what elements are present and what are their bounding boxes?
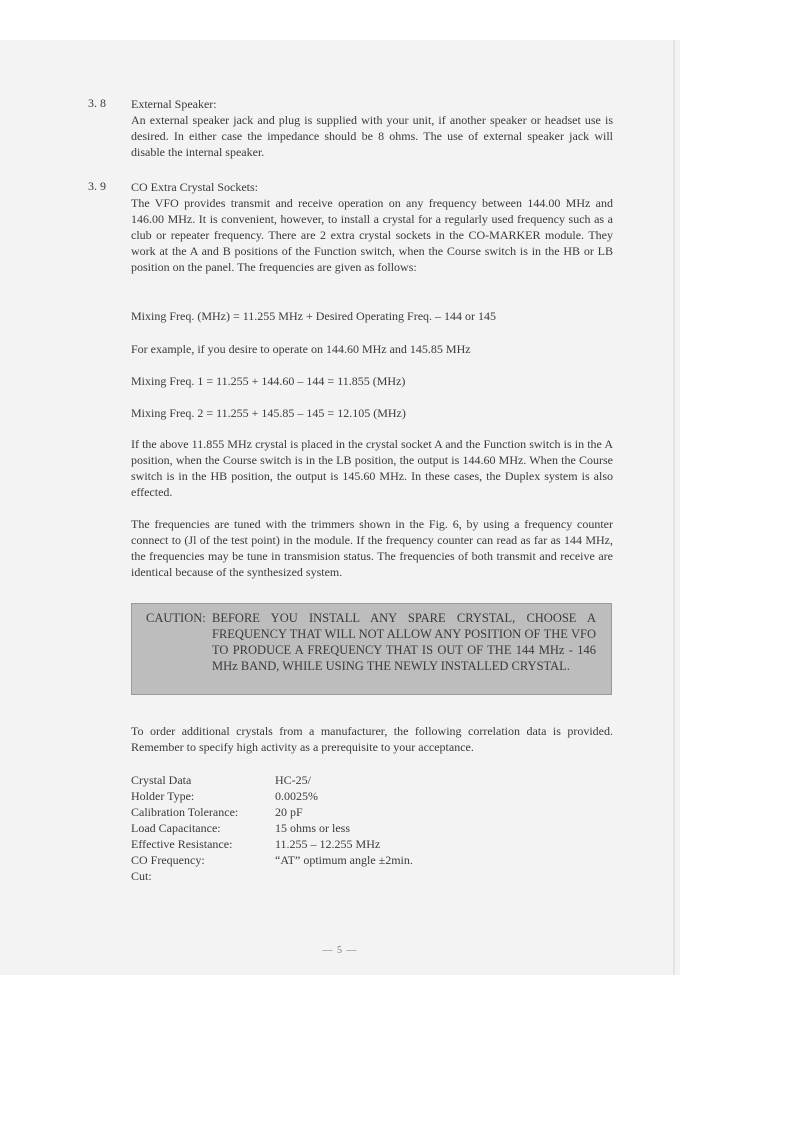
table-row [131, 788, 531, 804]
section-heading: CO Extra Crystal Sockets: [131, 180, 258, 194]
section-number: 3. 9 [88, 179, 106, 193]
row-label: Calibration Tolerance: [131, 805, 239, 819]
page-number: — 5 — [322, 945, 358, 956]
row-label: Load Capacitance: [131, 821, 221, 835]
crystal-data-table [131, 772, 531, 884]
caution-text: BEFORE YOU INSTALL ANY SPARE CRYSTAL, CHOOSE A FREQUENCY THAT WILL NOT ALLOW ANY POSITION OF THE VFO TO PRODUCE A FREQUENCY THAT IS OUT OF THE 144 MHz - 146 MHz BAND, WHILE USING THE NEWLY INSTALLED CRYSTAL. [212, 611, 596, 673]
mixing-freq-1: Mixing Freq. 1 = 11.255 + 144.60 – 144 = 11.855 (MHz) [131, 374, 406, 388]
row-value: 20 pF [275, 805, 303, 819]
row-value: 15 ohms or less [275, 821, 350, 835]
row-label: Cut: [131, 869, 152, 883]
mixing-formula: Mixing Freq. (MHz) = 11.255 MHz + Desired Operating Freq. – 144 or 145 [131, 309, 497, 323]
example-line: For example, if you desire to operate on 144.60 MHz and 145.85 MHz [131, 342, 471, 356]
order-paragraph: To order additional crystals from a manufacturer, the following correlation data is provided. Remember to specify high activity as a prerequisite to your acceptance. [131, 724, 613, 754]
crystal-placement-paragraph: If the above 11.855 MHz crystal is placed in the crystal socket A and the Function switch is in the A position, when the Course switch is in the LB position, the output is 144.60 MHz. When the Course switch is in the HB position, the output is 145.60 MHz. In these cases, the Duplex system is also effected. [131, 437, 613, 499]
row-label: Crystal Data [131, 773, 192, 787]
caution-box [131, 603, 612, 695]
table-row [131, 820, 531, 836]
caution-label: CAUTION: [146, 611, 206, 625]
trimmers-paragraph: The frequencies are tuned with the trimmers shown in the Fig. 6, by using a frequency counter connect to (Jl of the test point) in the module. If the frequency counter can read as far as 144 MHz, the frequencies may be tune in transmision status. The frequencies of both transmit and receive are identical because of the synthesized system. [131, 517, 613, 579]
table-row [131, 852, 531, 868]
row-label: Holder Type: [131, 789, 195, 803]
row-label: Effective Resistance: [131, 837, 233, 851]
table-row [131, 772, 531, 788]
section-number: 3. 8 [88, 96, 106, 110]
row-label: CO Frequency: [131, 853, 205, 867]
mixing-freq-2: Mixing Freq. 2 = 11.255 + 145.85 – 145 = 12.105 (MHz) [131, 406, 406, 420]
section-body: An external speaker jack and plug is supplied with your unit, if another speaker or headset use is desired. In either case the impedance should be 8 ohms. The use of external speaker jack will disable the internal speaker. [131, 113, 613, 159]
section-heading: External Speaker: [131, 97, 217, 111]
row-value: HC-25/ [275, 773, 311, 787]
row-value: 11.255 – 12.255 MHz [275, 837, 381, 851]
section-body: The VFO provides transmit and receive operation on any frequency between 144.00 MHz and 146.00 MHz. It is convenient, however, to install a crystal for a regularly used frequency such as a club or repeater frequency. There are 2 extra crystal sockets in the CO-MARKER module. They work at the A and B positions of the Function switch, when the Course switch is in the HB or LB position on the panel. The frequencies are given as follows: [131, 196, 613, 274]
row-value: “AT” optimum angle ±2min. [275, 853, 413, 867]
table-row [131, 804, 531, 820]
table-row [131, 868, 531, 884]
row-value: 0.0025% [275, 789, 318, 803]
table-row [131, 836, 531, 852]
